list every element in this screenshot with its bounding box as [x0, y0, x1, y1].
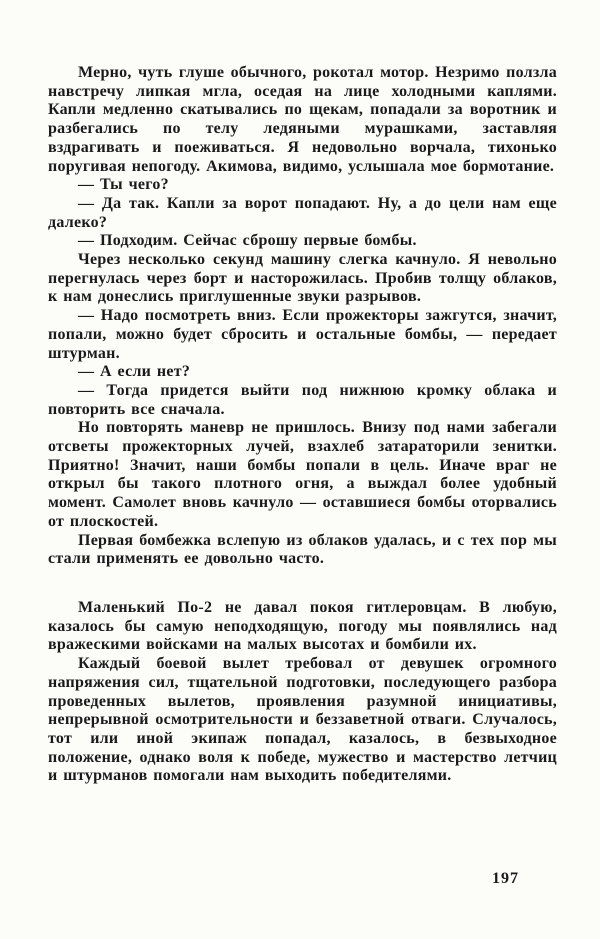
dialogue-line: — А если нет? [78, 363, 191, 381]
paragraph: Через несколько секунд машину слегка качнуло. Я невольно перегнулась через борт и насторожилась. Пробив толщу облаков, к нам донеслись приглушенные звуки разрывов. [48, 251, 557, 306]
section-2 [48, 599, 557, 786]
paragraph: Но повторять маневр не пришлось. Внизу под нами забегали отсветы прожекторных лучей, взахлеб затараторили зенитки. Приятно! Значит, наши бомбы попали в цель. Иначе враг не открыл бы такого плотного огня, а выждал более удобный момент. Самолет вновь качнуло — оставшиеся бомбы оторвались от плоскостей. [48, 419, 557, 530]
section-break [48, 569, 557, 599]
page-text [48, 64, 557, 786]
paragraph: Каждый боевой вылет требовал от девушек огромного напряжения сил, тщательной подготовки, последующего разбора проведенных вылетов, проявления разумной инициативы, непрерывной осмотрительности и беззаветной отваги. Случалось, тот или иной экипаж попадал, казалось, в безвыходное положение, однако воля к победе, мужество и мастерство летчиц и штурманов помогали нам выходить победителями. [48, 655, 557, 785]
section-1 [48, 64, 557, 569]
paragraph: Первая бомбежка вслепую из облаков удалась, и с тех пор мы стали применять ее довольно часто. [48, 531, 557, 568]
paragraph: Мерно, чуть глуше обычного, рокотал мотор. Незримо ползла навстречу липкая мгла, оседая на лице холодными каплями. Капли медленно скатывались по щекам, попадали за воротник и разбегались по телу ледяными мурашками, заставляя вздрагивать и поеживаться. Я недовольно ворчала, тихонько поругивая непогоду. Акимова, видимо, услышала мое бормотание. [48, 64, 557, 175]
dialogue-line: — Тогда придется выйти под нижнюю кромку облака и повторить все сначала. [48, 381, 557, 418]
dialogue-line: — Подходим. Сейчас сброшу первые бомбы. [78, 232, 417, 250]
dialogue-line: — Надо посмотреть вниз. Если прожекторы зажгутся, значит, попали, можно будет сбросить и остальные бомбы, — передает штурман. [48, 307, 557, 362]
dialogue-line: — Ты чего? [78, 176, 169, 194]
page-number: 197 [492, 870, 519, 887]
dialogue-line: — Да так. Капли за ворот попадают. Ну, а до цели нам еще далеко? [48, 194, 557, 231]
paragraph: Маленький По-2 не давал покоя гитлеровцам. В любую, казалось бы самую неподходящую, погоду мы появлялись над вражескими войсками на малых высотах и бомбили их. [48, 598, 557, 654]
